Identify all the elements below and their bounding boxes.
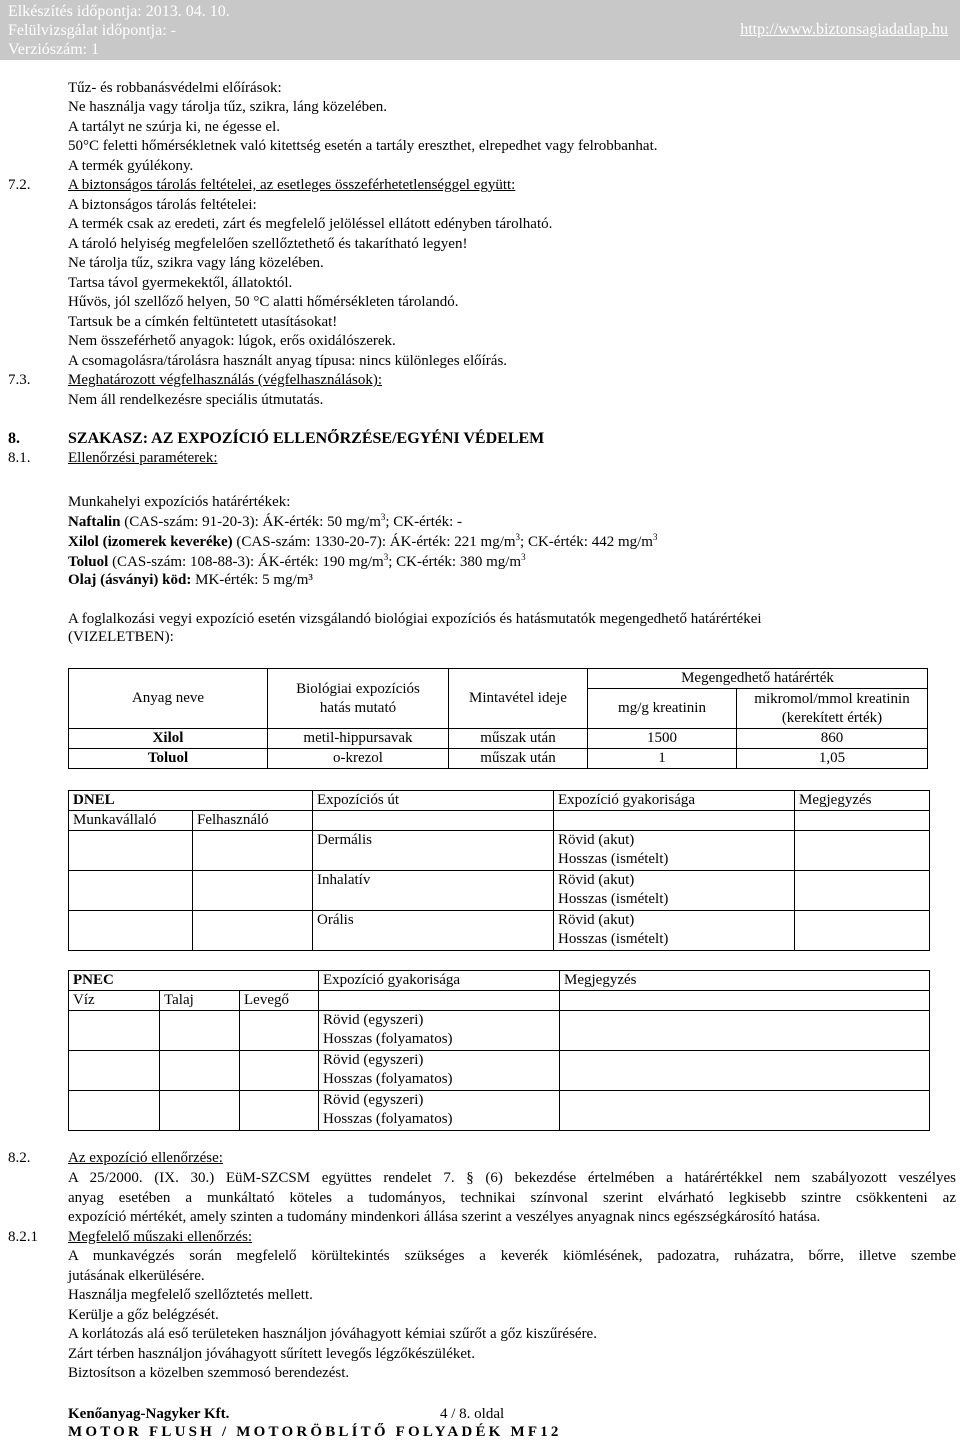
header-cell: mikromol/mmol kreatinin (kerekített érték) [737,689,928,729]
naftalin-limit: Naftalin (CAS-szám: 91-20-3): ÁK-érték: 50 $mg/m^3$; CK-érték: - [68,512,463,530]
header-cell: Expozíció gyakorisága [319,971,560,991]
website-link[interactable]: http://www.biztonsagiadatlap.hu [740,21,948,38]
section-title: Megfelelő műszaki ellenőrzés: [68,1229,253,1245]
table-cell: 1 [588,749,737,769]
section-title: Ellenőrzési paraméterek: [68,450,218,466]
text-line: 50°C feletti hőmérsékletnek való kitettség esetén a tartály ereszthet, elrepedhet vagy felrobbanhat. [68,138,658,154]
version-number: Verziószám: 1 [8,41,100,58]
text-line: expozíció mértékét, amely szinten a tudomány mindenkori állása szerint a veszélyes anyagnak nincs egészségkárosító hatása. [68,1209,821,1225]
table-cell: műszak után [449,749,588,769]
table-cell: Rövid (akut) Hosszas (ismételt) [554,871,795,911]
creation-date: Elkészítés időpontja: 2013. 04. 10. [8,3,230,20]
fire-protection-title: Tűz- és robbanásvédelmi előírások: [68,80,282,96]
table-cell: Rövid (akut) Hosszas (ismételt) [554,911,795,951]
header-cell: Talaj [160,991,240,1011]
section-heading: SZAKASZ: AZ EXPOZÍCIÓ ELLENŐRZÉSE/EGYÉNI VÉDELEM [68,430,545,447]
text-line: A 25/2000. (IX. 30.) EüM-SZCSM együttes rendelet 7. § (6) bekezdése értelmében a határértékkel nem szabályozott veszélyes [68,1170,956,1186]
header-cell: Biológiai expozíciós hatás mutató [268,669,449,729]
text-line: Használja megfelelő szellőztetés mellett. [68,1287,313,1303]
pnec-title: PNEC [69,971,319,991]
limits-title: Munkahelyi expozíciós határértékek: [68,494,291,510]
table-cell: Toluol [69,749,268,769]
table-row [69,749,928,769]
header-cell: Megjegyzés [795,791,930,811]
section-title: Az expozíció ellenőrzése: [68,1150,223,1166]
table-cell: Orális [313,911,554,951]
text-line: Tartsa távol gyermekektől, állatoktól. [68,275,293,291]
section-title: A biztonságos tárolás feltételei, az esetleges összeférhetetlenséggel együtt: [68,177,516,193]
text-line: Hűvös, jól szellőző helyen, 50 °C alatti hőmérsékleten tárolandó. [68,294,459,310]
header-cell: Felhasználó [193,811,313,831]
section-number: 8.2. [8,1150,31,1166]
text-line: Nem összeférhető anyagok: lúgok, erős oxidálószerek. [68,333,396,349]
header-cell: Expozíciós út [313,791,554,811]
text-line: Ne használja vagy tárolja tűz, szikra, láng közelében. [68,99,388,115]
text-line: Nem áll rendelkezésre speciális útmutatás. [68,392,324,408]
section-number: 8. [8,430,20,447]
review-date: Felülvizsgálat időpontja: - [8,22,176,39]
section-number: 7.3. [8,372,31,388]
footer-product-name: MOTOR FLUSH / MOTORÖBLÍTŐ FOLYADÉK MF12 [68,1424,562,1440]
page-header [0,0,960,60]
table-cell: Xilol [69,729,268,749]
table-cell: o-krezol [268,749,449,769]
text-line: A csomagolásra/tárolásra használt anyag típusa: nincs különleges előírás. [68,353,508,369]
bio-intro: (VIZELETBEN): [68,629,174,645]
table-cell: metil-hippursavak [268,729,449,749]
text-line: Ne tárolja tűz, szikra vagy láng közelében. [68,255,324,271]
toluol-limit: Toluol (CAS-szám: 108-88-3): ÁK-érték: 190 $mg/m^3$; CK-érték: 380 $mg/m^3$ [68,552,526,570]
table-cell: Rövid (akut) Hosszas (ismételt) [554,831,795,871]
table-cell: Dermális [313,831,554,871]
table-cell: Rövid (egyszeri) Hosszas (folyamatos) [319,1011,560,1051]
header-cell: Mintavétel ideje [449,669,588,729]
text-line: A termék gyúlékony. [68,158,194,174]
table-cell: 860 [737,729,928,749]
olaj-limit: Olaj (ásványi) köd: MK-érték: 5 mg/m³ [68,572,313,588]
text-line: A termék csak az eredeti, zárt és megfelelő jelöléssel ellátott edényben tárolható. [68,216,553,232]
header-cell: Anyag neve [69,669,268,729]
table-row [69,871,930,911]
table-row [69,1051,930,1091]
text-line: anyag esetében a munkáltató köteles a tudományos, technikai színvonal szerint elvárható legkisebb szintre csökkenteni az [68,1190,956,1206]
dnel-title: DNEL [69,791,313,811]
text-line: A korlátozás alá eső területeken használjon jóváhagyott kémiai szűrőt a gőz kiszűrésére. [68,1326,597,1342]
table-row [69,729,928,749]
text-line: A biztonságos tárolás feltételei: [68,197,257,213]
text-line: jutásának elkerülésére. [68,1268,205,1284]
text-line: Biztosítson a közelben szemmosó berendezést. [68,1365,350,1381]
table-row [69,831,930,871]
pnec-table [68,970,930,1131]
text-line: Kerülje a gőz belégzését. [68,1307,219,1323]
header-cell: Expozíció gyakorisága [554,791,795,811]
header-cell: mg/g kreatinin [588,689,737,729]
dnel-table [68,790,930,951]
section-number: 8.1. [8,450,31,466]
table-cell: Inhalatív [313,871,554,911]
header-cell: Munkavállaló [69,811,193,831]
footer-page-number: 4 / 8. oldal [440,1406,505,1422]
table-cell: Rövid (egyszeri) Hosszas (folyamatos) [319,1051,560,1091]
bio-intro: A foglalkozási vegyi expozíció esetén vizsgálandó biológiai expozíciós és hatásmutatók megengedhető határértékei [68,611,762,627]
text-line: A tároló helyiség megfelelően szellőztethető és takarítható legyen! [68,236,468,252]
section-number: 7.2. [8,177,31,193]
text-line: Zárt térben használjon jóváhagyott sűrített levegős légzőkészüléket. [68,1346,475,1362]
header-cell: Levegő [240,991,319,1011]
header-cell: Víz [69,991,160,1011]
table-cell: 1,05 [737,749,928,769]
xilol-limit: Xilol (izomerek keveréke) (CAS-szám: 1330-20-7): ÁK-érték: 221 $mg/m^3$; CK-érték: 442 $mg/m^3$ [68,532,658,550]
text-line: Tartsuk be a címkén feltüntetett utasításokat! [68,314,338,330]
table-cell: Rövid (egyszeri) Hosszas (folyamatos) [319,1091,560,1131]
table-cell: műszak után [449,729,588,749]
text-line: A tartályt ne szúrja ki, ne égesse el. [68,119,281,135]
header-cell: Megjegyzés [560,971,930,991]
bio-limit-table [68,668,928,769]
footer-company: Kenőanyag-Nagyker Kft. [68,1406,230,1422]
table-row [69,911,930,951]
table-row [69,1091,930,1131]
header-cell: Megengedhető határérték [588,669,928,689]
section-title: Meghatározott végfelhasználás (végfelhasználások): [68,372,383,388]
section-number: 8.2.1 [8,1229,38,1245]
table-cell: 1500 [588,729,737,749]
text-line: A munkavégzés során megfelelő körültekintés szükséges a keverék kiömlésének, padozatra, ruházatra, bőrre, illetve szembe [68,1248,956,1264]
table-row [69,1011,930,1051]
